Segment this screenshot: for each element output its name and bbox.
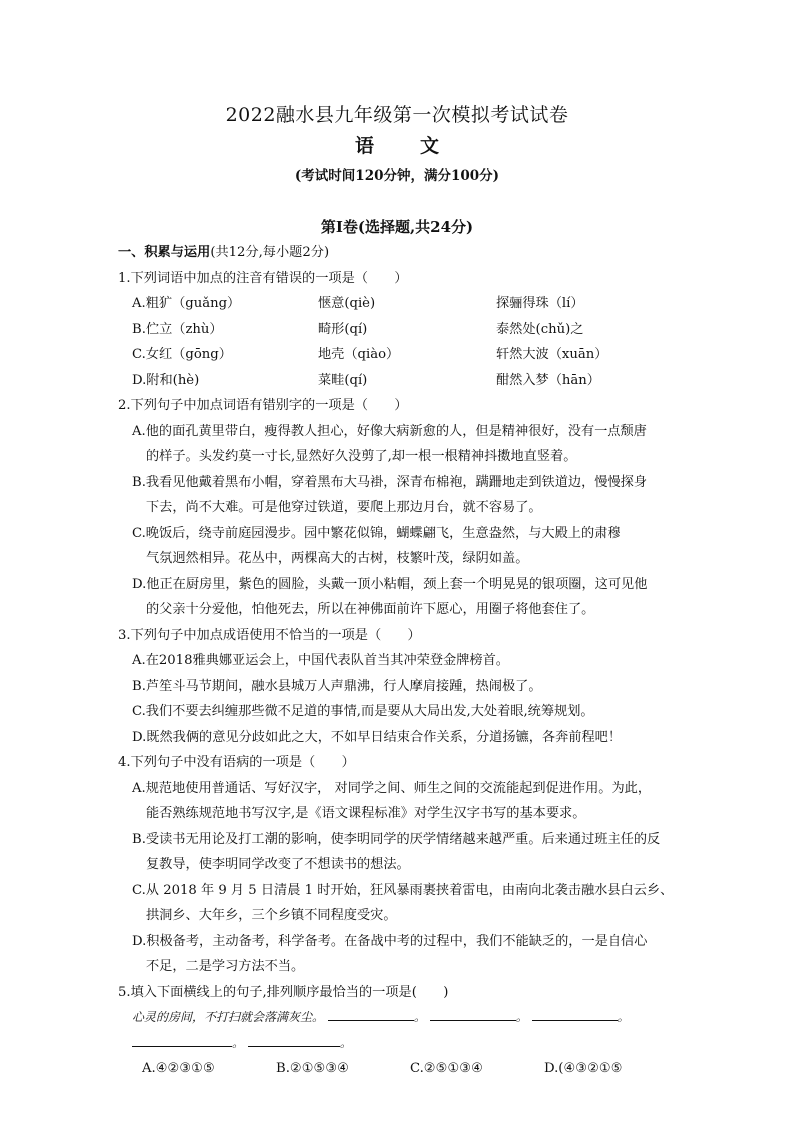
- q4-b-line2: 复教导，使李明同学改变了不想读书的想法。: [146, 857, 410, 872]
- q4-b-line1: B.受读书无用论及打工潮的影响，使李明同学的厌学情绪越来越严重。后来通过班主任的反: [132, 831, 661, 847]
- q5-sep-4: 。: [232, 1035, 245, 1050]
- q1-b-3: 泰然处(chǔ)之: [496, 321, 584, 337]
- q2-option-b: [118, 470, 678, 521]
- q3-option-a: A.在2018雅典娜亚运会上，中国代表队首当其冲荣登金牌榜首。: [132, 653, 509, 668]
- q4-d-line2: 不足，二是学习方法不当。: [146, 959, 305, 974]
- q5-sep-5: 。: [339, 1035, 352, 1050]
- q2-b-line1: B.我看见他戴着黑布小帽，穿着黑布大马褂，深青布棉袍，蹒跚地走到铁道边，慢慢探身: [132, 474, 648, 490]
- q5-sep-1: 。: [413, 1010, 426, 1024]
- q1-d-2: 菜畦(qí): [318, 372, 368, 388]
- q4-option-b: [118, 827, 678, 878]
- q1-d-3: 酣然入梦（hān）: [496, 372, 600, 388]
- q1-c-2: 地壳（qiào）: [318, 347, 400, 362]
- q5-blank-3: [532, 1006, 618, 1021]
- q5-answer-d: D.(④③②①⑤: [544, 1061, 623, 1076]
- q1-a-2: 惬意(qiè): [318, 296, 376, 311]
- question-1-stem: 1.下列词语中加点的注音有错误的一项是（ ）: [118, 270, 408, 286]
- q5-fill-line-1: [118, 1005, 678, 1031]
- q5-blank-2: [430, 1006, 516, 1021]
- question-4-stem: 4.下列句子中没有语病的一项是（ ）: [118, 755, 355, 770]
- q5-fill-line-2: [118, 1031, 678, 1057]
- question-3-stem: 3.下列句子中加点成语使用不恰当的一项是（ ）: [118, 627, 421, 643]
- q3-option-c: C.我们不要去纠缠那些微不足道的事情,而是要从大局出发,大处着眼,统筹规划。: [132, 704, 594, 719]
- q2-c-line1: C.晚饭后，绕寺前庭园漫步。园中繁花似锦，蝴蝶翩飞，生意盎然，与大殿上的肃穆: [132, 525, 621, 541]
- q2-b-line2: 下去，尚不大难。可是他穿过铁道，要爬上那边月台，就不容易了。: [146, 500, 542, 515]
- q5-blank-1: [328, 1006, 414, 1021]
- q5-answer-a: A.④②③①⑤: [142, 1061, 215, 1076]
- q5-quote: 心灵的房间，不打扫就会落满灰尘。: [132, 1010, 325, 1024]
- q2-d-line2: 的父亲十分爱他，怕他死去，所以在神佛面前许下愿心，用圈子将他套住了。: [146, 602, 595, 617]
- q2-option-d: [118, 572, 678, 623]
- q4-option-c: [118, 878, 678, 929]
- q1-row-b: [118, 317, 678, 343]
- q5-answer-b: B.②①⑤③④: [276, 1061, 349, 1076]
- exam-info: (考试时间120分钟，满分100分): [294, 168, 500, 184]
- q4-a-line1: A.规范地使用普通话、写好汉字， 对同学之间、师生之间的交流能起到促进作用。为此，: [132, 780, 652, 796]
- q5-blank-4: [132, 1032, 232, 1047]
- q4-c-line2: 拱洞乡、大年乡，三个乡镇不同程度受灾。: [146, 908, 397, 923]
- q5-sep-3: 。: [617, 1010, 630, 1024]
- volume-heading: 第Ⅰ卷(选择题,共24分): [320, 218, 474, 236]
- q1-c-3: 轩然大波（xuān）: [496, 347, 608, 362]
- q2-a-line1: A.他的面孔黄里带白，瘦得教人担心，好像大病新愈的人，但是精神很好，没有一点颓唐: [132, 423, 647, 439]
- question-2-stem: 2.下列句子中加点词语有错别字的一项是（ ）: [118, 398, 408, 413]
- questions-content: [118, 240, 678, 1082]
- q2-a-line2: 的样子。头发约莫一寸长,显然好久没剪了,却一根一根精神抖擞地直竖着。: [146, 449, 577, 464]
- q1-a-3: 探骊得珠（lí）: [496, 296, 584, 311]
- q4-c-line1: C.从 2018 年 9 月 5 日清晨 1 时开始，狂风暴雨裹挟着雷电，由南向北袭击融水县白云乡、: [132, 882, 674, 898]
- q4-option-a: [118, 776, 678, 827]
- q1-a-1: A.粗犷（guǎng）: [132, 296, 241, 311]
- subject-char-1: 语: [354, 135, 374, 157]
- exam-title: 2022融水县九年级第一次模拟考试试卷: [225, 104, 569, 126]
- q3-option-b: B.芦笙斗马节期间，融水县城万人声鼎沸，行人摩肩接踵，热闹极了。: [132, 678, 542, 694]
- q4-option-d: [118, 929, 678, 980]
- q5-answers: [118, 1056, 678, 1082]
- q5-sep-2: 。: [515, 1010, 528, 1024]
- q5-answer-c: C.②⑤①③④: [410, 1061, 483, 1076]
- q4-d-line1: D.积极备考，主动备考，科学备考。在备战中考的过程中，我们不能缺乏的，一是自信心: [132, 933, 648, 949]
- q1-row-a: [118, 291, 678, 317]
- section-title: 一、积累与运用: [118, 245, 211, 260]
- question-5-stem: 5.填入下面横线上的句子,排列顺序最恰当的一项是( ): [118, 984, 449, 1000]
- q1-b-2: 畸形(qí): [318, 321, 368, 337]
- section-heading: [118, 240, 678, 266]
- q1-row-c: [118, 342, 678, 368]
- q1-c-1: C.女红（gōng）: [132, 347, 232, 362]
- section-note: (共12分,每小题2分): [210, 245, 330, 260]
- q4-a-line2: 能否熟练规范地书写汉字,是《语文课程标准》对学生汉字书写的基本要求。: [146, 806, 586, 821]
- q1-row-d: [118, 368, 678, 394]
- q1-b-1: B.伫立（zhù）: [132, 321, 223, 337]
- q2-c-line2: 气氛迥然相异。花丛中，两棵高大的古树，枝繁叶茂，绿阴如盖。: [146, 551, 529, 566]
- subject-char-2: 文: [420, 135, 440, 157]
- q3-option-d: D.既然我俩的意见分歧如此之大，不如早日结束合作关系，分道扬镳，各奔前程吧！: [132, 729, 622, 745]
- q2-option-c: [118, 521, 678, 572]
- q2-option-a: [118, 419, 678, 470]
- q5-blank-5: [248, 1032, 340, 1047]
- subject-title: [0, 131, 794, 158]
- q1-d-1: D.附和(hè): [132, 372, 200, 388]
- q2-d-line1: D.他正在厨房里，紫色的圆脸，头戴一顶小粘帽，颈上套一个明晃晃的银项圈，这可见他: [132, 576, 648, 592]
